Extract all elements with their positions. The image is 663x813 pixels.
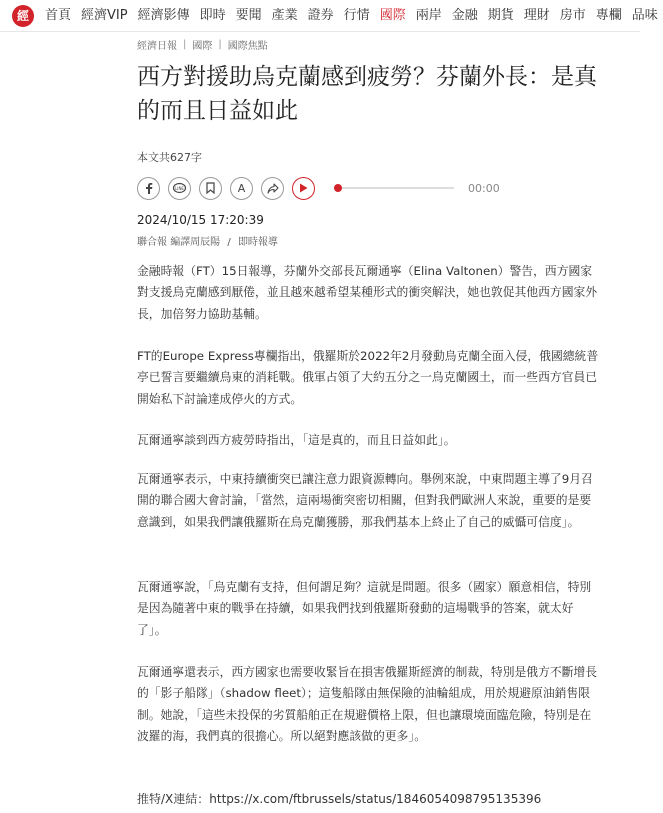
audio-progress-knob[interactable]	[334, 184, 342, 192]
play-button[interactable]	[292, 177, 315, 200]
breadcrumb-item[interactable]: 經濟日報	[137, 41, 177, 52]
audio-time: 00:00	[468, 182, 500, 195]
article-title: 西方對援助烏克蘭感到疲勞？芬蘭外長：是真的而且日益如此	[137, 64, 597, 124]
line-icon	[173, 183, 186, 194]
nav-item-wealth[interactable]: 理財	[523, 7, 550, 23]
byline-author: 編譯周辰陽	[170, 237, 221, 248]
nav-item-realtime[interactable]: 即時	[199, 7, 226, 23]
nav-item-international[interactable]: 國際	[379, 7, 406, 23]
nav-item-vip[interactable]: 經濟VIP	[81, 7, 128, 23]
bookmark-button[interactable]	[199, 177, 222, 200]
byline-separator: /	[227, 237, 231, 248]
article-paragraph: 金融時報（FT）15日報導，芬蘭外交部長瓦爾通寧（Elina Valtonen）警告，西方國家對支援烏克蘭感到厭倦，並且越來越希望某種形式的衝突解決，她也敦促其他西方國家外長，加倍努力協助基輔。	[137, 264, 598, 321]
article-toolbar	[137, 176, 323, 200]
font-size-button[interactable]	[230, 177, 253, 200]
nav-item-video[interactable]: 經濟影傳	[137, 7, 190, 23]
nav-item-columns[interactable]: 專欄	[595, 7, 622, 23]
nav-item-home[interactable]: 首頁	[45, 7, 72, 23]
nav-item-cross-strait[interactable]: 兩岸	[415, 7, 442, 23]
nav-item-futures[interactable]: 期貨	[487, 7, 514, 23]
breadcrumb-item[interactable]: 國際焦點	[227, 41, 268, 52]
tweet-link[interactable]: https://x.com/ftbrussels/status/1846054098795135396	[209, 792, 542, 806]
share-icon	[267, 183, 279, 194]
share-button[interactable]	[261, 177, 284, 200]
svg-text:LINE: LINE	[175, 185, 184, 191]
breadcrumb-separator-icon: |	[218, 39, 222, 50]
nav-item-headlines[interactable]: 要聞	[235, 7, 262, 23]
byline-source: 聯合報	[137, 237, 167, 248]
facebook-icon	[144, 182, 154, 194]
audio-player	[334, 182, 500, 195]
nav-item-lifestyle[interactable]: 品味	[631, 7, 658, 23]
publish-datetime: 2024/10/15 17:20:39	[137, 213, 264, 227]
article-paragraph: 瓦爾通寧說，「烏克蘭有支持，但何謂足夠？這就是問題。很多（國家）願意相信，特別是因為隨著中東的戰爭在持續，如果我們找到俄羅斯發動的這場戰爭的答案，就太好了」。	[137, 580, 592, 637]
font-size-icon: A	[237, 181, 246, 195]
tweet-link-row	[137, 790, 541, 807]
nav-item-finance[interactable]: 金融	[451, 7, 478, 23]
nav-item-real-estate[interactable]: 房市	[559, 7, 586, 23]
play-icon	[299, 183, 308, 193]
tweet-link-label: 推特/X連結：	[137, 792, 210, 806]
byline-section: 即時報導	[237, 237, 278, 248]
nav-item-industry[interactable]: 產業	[271, 7, 298, 23]
top-nav	[0, 0, 658, 32]
nav-item-securities[interactable]: 證券	[307, 7, 334, 23]
article-paragraph: FT的Europe Express專欄指出，俄羅斯於2022年2月發動烏克蘭全面入侵，俄國總統普亭已誓言要繼續烏東的消耗戰。俄軍占領了大約五分之一烏克蘭國土，而一些西方官員已開始私下討論達成停火的方式。	[137, 349, 599, 406]
site-logo[interactable]: 經	[12, 5, 34, 27]
article-paragraph: 瓦爾通寧表示，中東持續衝突已讓注意力跟資源轉向。舉例來說，中東問題主導了9月召開的聯合國大會討論，「當然，這兩場衝突密切相關，但對我們歐洲人來說，重要的是要意識到，如果我們讓俄羅斯在烏克蘭獲勝，那我們基本上終止了自己的威懾可信度」。	[137, 472, 593, 529]
bookmark-icon	[206, 182, 215, 194]
nav-item-quotes[interactable]: 行情	[343, 7, 370, 23]
breadcrumb	[137, 37, 268, 52]
breadcrumb-item[interactable]: 國際	[192, 41, 213, 52]
line-share-button[interactable]	[168, 177, 191, 200]
word-count: 本文共627字	[137, 151, 202, 164]
audio-progress-track[interactable]	[334, 187, 454, 189]
article-paragraph: 瓦爾通寧談到西方疲勞時指出，「這是真的，而且日益如此」。	[137, 433, 456, 447]
facebook-share-button[interactable]	[137, 177, 160, 200]
article-paragraph: 瓦爾通寧還表示，西方國家也需要收緊旨在損害俄羅斯經濟的制裁，特別是俄方不斷增長的「影子船隊」（shadow fleet）；這隻船隊由無保險的油輪組成，用於規避原油銷售限制。她說，「這些未投保的劣質船舶正在規避價格上限，但也讓環境面臨危險，特別是在波羅的海，我們真的很擔心。所以絕對應該做的更多」。	[137, 665, 598, 743]
breadcrumb-separator-icon: |	[183, 39, 187, 50]
byline	[137, 233, 278, 248]
